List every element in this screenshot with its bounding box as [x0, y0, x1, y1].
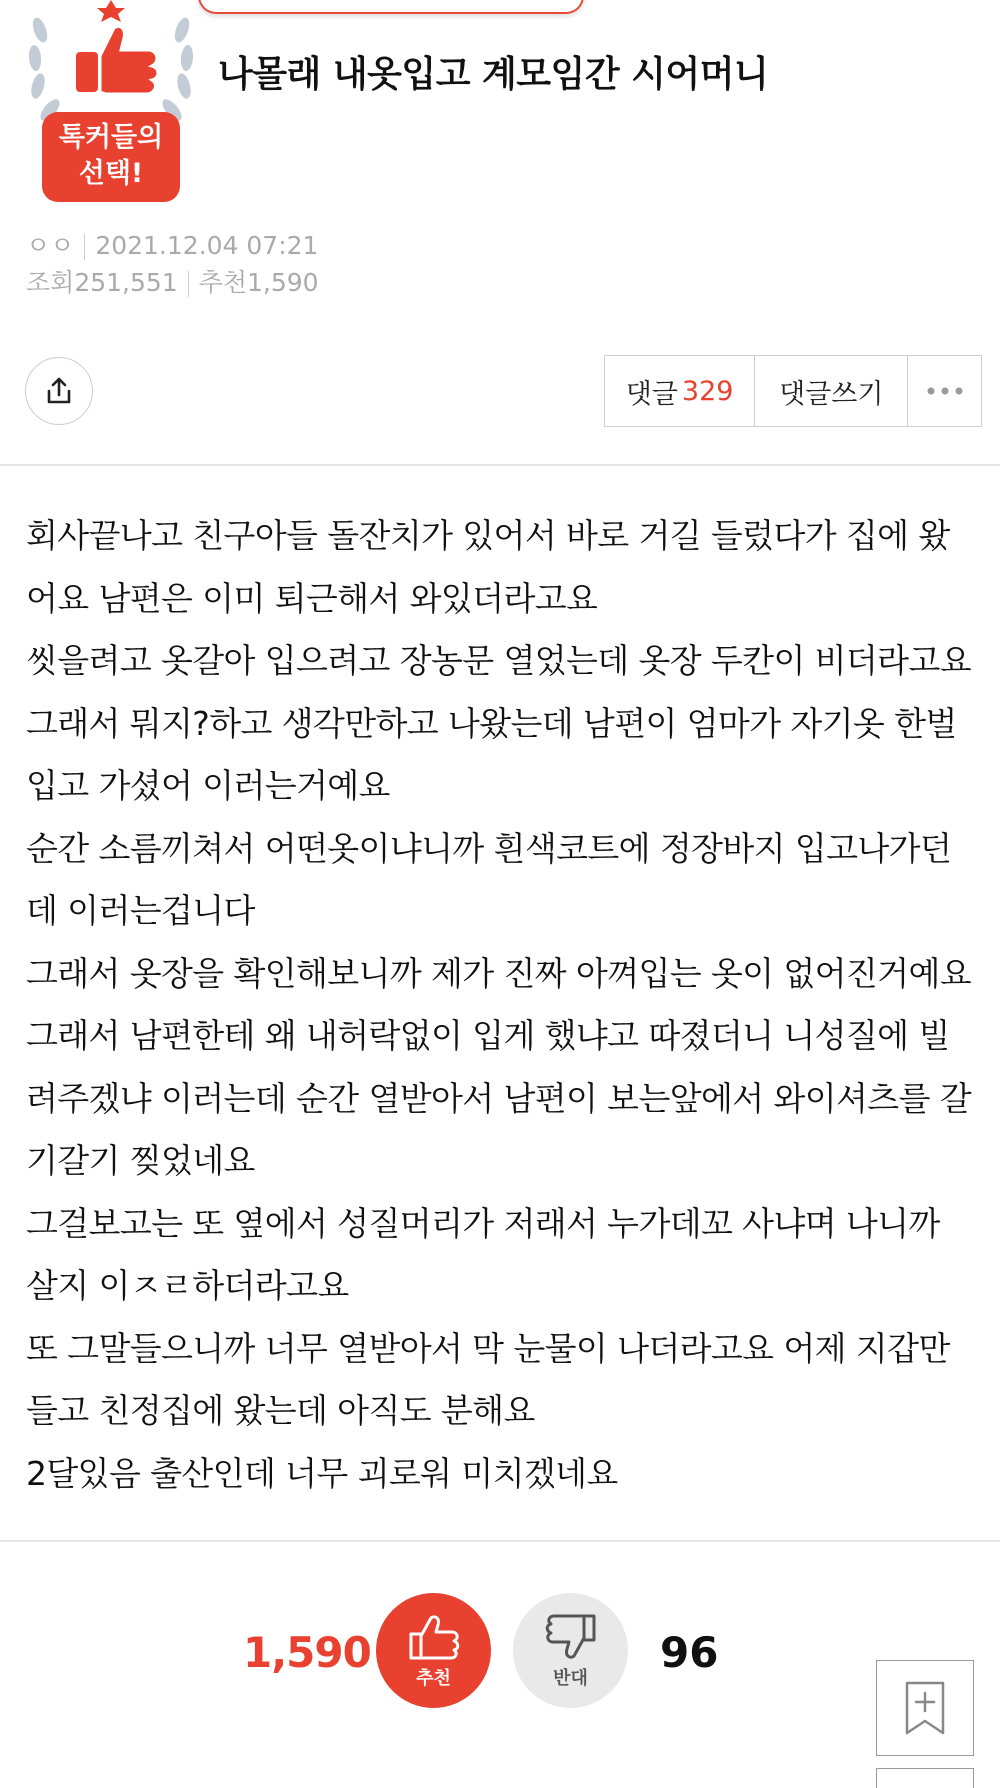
- badge-line1: 톡커들의: [58, 122, 164, 153]
- recommend-label: 추천: [198, 268, 248, 297]
- body-line: 입고 가셨어 이러는거예요: [26, 766, 390, 805]
- badge-text: [42, 120, 180, 192]
- body-line: 그래서 남편한테 왜 내허락없이 입게 했냐고 따졌더니 니성질에 빌: [26, 1016, 950, 1055]
- recommend-count: 1,590: [247, 268, 319, 297]
- body-line: 려주겠냐 이러는데 순간 열받아서 남편이 보는앞에서 와이셔츠를 갈: [26, 1078, 972, 1118]
- meta-separator: [188, 271, 189, 297]
- body-line: 회사끝나고 친구아들 돌잔치가 있어서 바로 거길 들렀다가 집에 왔: [26, 516, 950, 555]
- post-meta-line1: [26, 226, 318, 262]
- oppose-button[interactable]: [513, 1593, 628, 1708]
- write-comment-label: 댓글쓰기: [779, 378, 884, 410]
- thumbs-down-icon: [544, 1612, 598, 1662]
- body-line: 기갈기 찢었네요: [26, 1141, 255, 1180]
- views-count: 251,551: [74, 268, 178, 297]
- share-icon: [44, 376, 74, 406]
- write-comment-button[interactable]: [755, 356, 908, 426]
- body-line: 데 이러는겁니다: [26, 891, 255, 930]
- body-line: 씻을려고 옷갈아 입으려고 장농문 열었는데 옷장 두칸이 비더라고요: [26, 641, 972, 680]
- share-button[interactable]: [25, 357, 93, 425]
- more-options-button[interactable]: [908, 356, 981, 426]
- top-banner-edge: [198, 0, 584, 14]
- meta-separator: [84, 234, 85, 260]
- body-line: 그래서 뭐지?하고 생각만하고 나왔는데 남편이 엄마가 자기옷 한벌: [26, 703, 957, 743]
- post-meta-line2: [26, 263, 319, 299]
- comments-count: 329: [681, 375, 734, 407]
- body-line: 그래서 옷장을 확인해보니까 제가 진짜 아껴입는 옷이 없어진거예요: [26, 953, 972, 993]
- recommend-label: 추천: [416, 1667, 451, 1689]
- body-line: 2달있음 출산인데 너무 괴로워 미치겠네요: [26, 1453, 618, 1493]
- talkers-choice-badge: [26, 0, 196, 205]
- body-line: 살지 이ㅈㄹ하더라고요: [26, 1266, 349, 1305]
- more-dots-icon: [925, 386, 965, 396]
- body-line: 들고 친정집에 왔는데 아직도 분해요: [26, 1391, 535, 1430]
- body-line: 어요 남편은 이미 퇴근해서 와있더라고요: [26, 578, 598, 618]
- post-body: [26, 505, 986, 1505]
- recommend-button[interactable]: [376, 1593, 491, 1708]
- body-line: 순간 소름끼쳐서 어떤옷이냐니까 흰색코트에 정장바지 입고나가던: [26, 828, 952, 868]
- oppose-label: 반대: [553, 1667, 588, 1689]
- body-line: 또 그말들으니까 너무 열받아서 막 눈물이 나더라고요 어제 지갑만: [26, 1328, 950, 1368]
- post-title: 나몰래 내옷입고 계모임간 시어머니: [218, 54, 769, 95]
- views-label: 조회: [26, 268, 75, 297]
- author-name[interactable]: ㅇㅇ: [26, 231, 75, 260]
- comments-label: 댓글: [625, 378, 678, 410]
- bookmark-add-icon: [903, 1679, 947, 1737]
- section-divider: [0, 1540, 1000, 1542]
- body-line: 그걸보고는 또 옆에서 성질머리가 저래서 누가데꼬 사냐며 나니까: [26, 1203, 940, 1243]
- comment-action-group: [604, 355, 982, 427]
- bookmark-button[interactable]: [876, 1660, 974, 1756]
- section-divider: [0, 464, 1000, 466]
- comments-button[interactable]: [605, 356, 755, 426]
- post-date: 2021.12.04 07:21: [95, 231, 319, 260]
- floating-button-edge: [876, 1768, 974, 1788]
- oppose-total: 96: [660, 1628, 719, 1677]
- thumbs-up-icon: [407, 1612, 461, 1662]
- badge-line2: 선택!: [78, 158, 144, 189]
- recommend-total: 1,590: [243, 1628, 371, 1677]
